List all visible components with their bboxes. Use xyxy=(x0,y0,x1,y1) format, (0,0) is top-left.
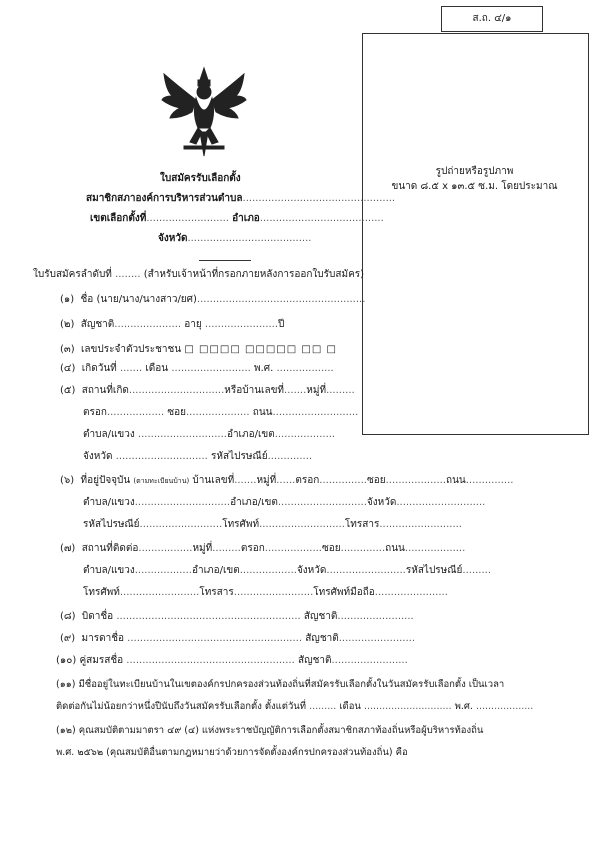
item-7-contact-address: (๗) สถานที่ติดต่อ.................หมู่ที่.........ตรอก..................ซอย..............ถนน................... xyxy=(60,543,466,554)
item-9-mother: (๙) มารดาชื่อ ....................................................... สัญชาติ........................ xyxy=(60,633,416,644)
garuda-emblem-icon xyxy=(160,66,248,162)
item-12-line-1: (๑๒) คุณสมบัติตามมาตรา ๔๙ (๔) แห่งพระราชบัญญัติการเลือกตั้งสมาชิกสภาท้องถิ่นหรือผู้บริหารท้องถิ่น xyxy=(56,725,484,736)
item-1-name: (๑) ชื่อ (นาย/นาง/นางสาว/ยศ)..................................................... xyxy=(60,294,366,305)
photo-size-label: ขนาด ๘.๕ x ๑๓.๕ ซ.ม. โดยประมาณ xyxy=(391,181,558,192)
item-7-row-3: โทรศัพท์.........................โทรสาร.........................โทรศัพท์มือถือ....................... xyxy=(83,587,448,598)
form-code-box xyxy=(441,6,543,32)
item-6-current-address: (๖) ที่อยู่ปัจจุบัน (ตามทะเบียนบ้าน) บ้านเลขที่.......หมู่ที่......ตรอก...............ซอย...................ถนน............... xyxy=(60,475,514,486)
item-10-spouse: (๑๐) คู่สมรสชื่อ ..................................................... สัญชาติ........................ xyxy=(56,655,408,666)
item-5-row-4: จังหวัด ............................. รหัสไปรษณีย์.............. xyxy=(83,451,313,462)
item-3-id-number: (๓) เลขประจำตัวประชาชน □ □□□□ □□□□□ □□ □ xyxy=(60,344,337,355)
item-5-row-2: ตรอก.................. ซอย.................... ถนน........................... xyxy=(83,407,359,418)
item-5-row-3: ตำบล/แขวง ............................อำเภอ/เขต................... xyxy=(83,429,336,440)
item-12-line-2: พ.ศ. ๒๕๖๒ (คุณสมบัติอื่นตามกฎหมายว่าด้วยการจัดตั้งองค์กรปกครองส่วนท้องถิ่น) คือ xyxy=(56,747,408,758)
header-divider xyxy=(199,260,251,261)
photo-label: รูปถ่ายหรือรูปภาพ xyxy=(435,166,514,177)
item-7-row-2: ตำบล/แขวง..................อำเภอ/เขต..................จังหวัด.........................รหัสไปรษณีย์......... xyxy=(83,565,492,576)
item-11-line-2: ติดต่อกันไม่น้อยกว่าหนึ่งปีนับถึงวันสมัครรับเลือกตั้ง ตั้งแต่วันที่ ......... เดือน ............................. พ.ศ. ................... xyxy=(56,701,534,712)
item-11-line-1: (๑๑) มีชื่ออยู่ในทะเบียนบ้านในเขตองค์กรปกครองส่วนท้องถิ่นที่สมัครรับเลือกตั้งในวันสมัครรับเลือกตั้ง เป็นเวลา xyxy=(56,679,505,690)
photo-box xyxy=(362,33,589,435)
item-8-father: (๘) บิดาชื่อ .......................................................... สัญชาติ........................ xyxy=(60,611,414,622)
item-5-birthplace: (๕) สถานที่เกิด..............................หรือบ้านเลขที่.......หมู่ที่......... xyxy=(60,385,355,396)
form-title: ใบสมัครรับเลือกตั้ง xyxy=(160,173,241,184)
item-6-row-3: รหัสไปรษณีย์..........................โทรศัพท์...........................โทรสาร.......................... xyxy=(83,519,462,530)
header-line-district: เขตเลือกตั้งที่.......................... อำเภอ....................................... xyxy=(90,213,384,224)
item-2-nationality-age: (๒) สัญชาติ..................... อายุ .......................ปี xyxy=(60,319,285,330)
header-line-council: สมาชิกสภาองค์การบริหารส่วนตำบล................................................ xyxy=(86,193,396,204)
header-line-province: จังหวัด....................................... xyxy=(158,233,312,244)
item-4-birth-date: (๔) เกิดวันที่ ....... เดือน ......................... พ.ศ. .................. xyxy=(60,363,334,374)
application-number-line: ใบรับสมัครลำดับที่ ........ (สำหรับเจ้าหน้าที่กรอกภายหลังการออกใบรับสมัคร) xyxy=(33,269,365,280)
form-code: ส.ถ. ๔/๑ xyxy=(472,13,512,24)
item-6-row-2: ตำบล/แขวง..............................อำเภอ/เขต............................จังหวัด............................ xyxy=(83,497,486,508)
